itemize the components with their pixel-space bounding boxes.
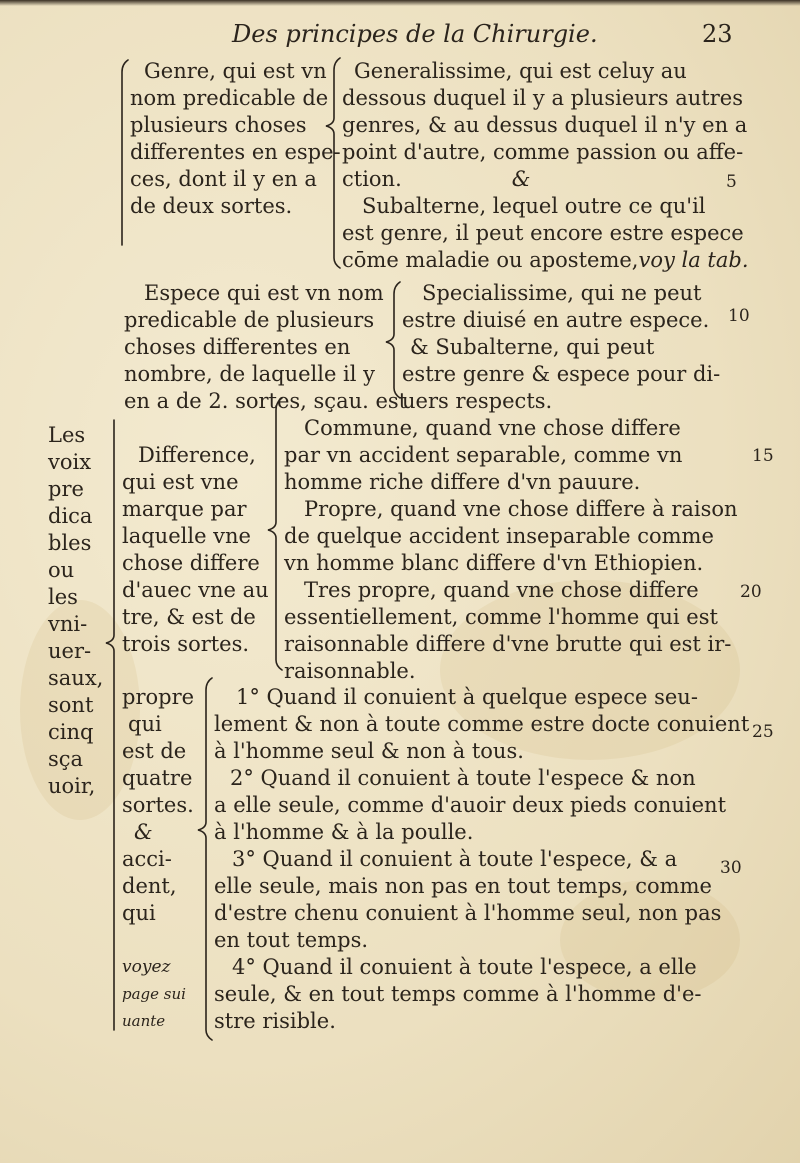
- text-line: Subalterne, lequel outre ce qu'il: [362, 194, 706, 218]
- bracket-genre: [122, 60, 128, 245]
- text-line: propre: [122, 685, 195, 709]
- side-label-line: uer-: [48, 639, 92, 663]
- side-label-line: dica: [48, 504, 93, 528]
- text-line: elle seule, mais non pas en tout temps, comme: [214, 874, 712, 898]
- text-line: point d'autre, comme passion ou affe-: [342, 140, 744, 164]
- text-line: tre, & est de: [122, 605, 256, 629]
- cross-reference: voyez: [122, 957, 171, 977]
- text-line: genres, & au dessus duquel il n'y en a: [342, 113, 748, 137]
- text-line: estre genre & espece pour di-: [402, 362, 721, 386]
- text-line: par vn accident separable, comme vn: [284, 443, 683, 467]
- text-line: nombre, de laquelle il y: [124, 362, 376, 386]
- et-sign: &: [511, 167, 531, 191]
- text-line: en a de 2. sortes, sçau. est: [124, 389, 408, 413]
- text-line: ces, dont il y en a: [130, 167, 317, 191]
- text-fragment: cōme maladie ou aposteme,: [342, 248, 639, 272]
- text-line: est genre, il peut encore estre espece: [342, 221, 744, 245]
- cross-reference: page sui: [122, 985, 186, 1003]
- text-fragment: ction.: [342, 167, 402, 191]
- text-line: 3° Quand il conuient à toute l'espece, & a: [232, 847, 678, 871]
- text-line: predicable de plusieurs: [124, 308, 375, 332]
- side-label-line: vni-: [48, 612, 88, 636]
- text-line: dent,: [122, 874, 177, 898]
- text-line: qui: [122, 901, 156, 925]
- cross-reference: voy la tab.: [638, 248, 749, 272]
- text-line: stre risible.: [214, 1009, 336, 1033]
- text-line: essentiellement, comme l'homme qui est: [284, 605, 718, 629]
- text-line: chose differe: [122, 551, 260, 575]
- line-number: 30: [720, 858, 742, 878]
- text-line: marque par: [122, 497, 247, 521]
- espece-definition: [124, 280, 407, 415]
- text-line: est de: [122, 739, 187, 763]
- side-label-line: saux,: [48, 666, 104, 690]
- side-label-line: ou: [48, 558, 75, 582]
- text-line: raisonnable.: [284, 659, 416, 683]
- side-label-line: sça: [48, 747, 84, 771]
- text-line: de deux sortes.: [130, 194, 293, 218]
- espece-kinds: [402, 280, 720, 415]
- text-line: raisonnable differe d'vne brutte qui est ir-: [284, 632, 732, 656]
- running-title: Des principes de la Chirurgie.: [232, 20, 598, 48]
- text-line: [342, 166, 747, 193]
- bracket-propre: [198, 678, 212, 1040]
- genre-subalterne: [342, 193, 749, 274]
- side-label-line: les: [48, 585, 78, 609]
- side-label-line: sont: [48, 693, 94, 717]
- text-line: nom predicable de: [130, 86, 329, 110]
- text-line: sortes.: [122, 793, 194, 817]
- difference-kinds: [284, 415, 738, 685]
- text-line: [342, 247, 749, 274]
- text-line: d'estre chenu conuient à l'homme seul, non pas: [214, 901, 722, 925]
- text-line: homme riche differe d'vn pauure.: [284, 470, 641, 494]
- text-line: Tres propre, quand vne chose differe: [304, 578, 699, 602]
- difference-definition: [122, 442, 269, 658]
- text-line: acci-: [122, 847, 172, 871]
- text-line: en tout temps.: [214, 928, 369, 952]
- text-line: à l'homme seul & non à tous.: [214, 739, 524, 763]
- side-label-line: bles: [48, 531, 92, 555]
- side-label-line: uoir,: [48, 774, 96, 798]
- text-line: Genre, qui est vn: [144, 59, 327, 83]
- bracket-difference: [268, 398, 282, 670]
- text-line: uers respects.: [402, 389, 553, 413]
- text-line: vn homme blanc differe d'vn Ethiopien.: [284, 551, 704, 575]
- page-number: 23: [702, 20, 733, 48]
- et-sign: &: [134, 820, 153, 844]
- side-label-line: Les: [48, 423, 86, 447]
- text-line: seule, & en tout temps comme à l'homme d'e-: [214, 982, 702, 1006]
- text-line: laquelle vne: [122, 524, 251, 548]
- text-line: 4° Quand il conuient à toute l'espece, a elle: [232, 955, 697, 979]
- text-line: differentes en espe-: [130, 140, 341, 164]
- genre-definition: [130, 58, 341, 220]
- text-line: & Subalterne, qui peut: [410, 335, 655, 359]
- line-number: 15: [752, 446, 774, 466]
- side-label-line: pre: [48, 477, 84, 501]
- text-line: 2° Quand il conuient à toute l'espece & non: [230, 766, 696, 790]
- text-line: quatre: [122, 766, 193, 790]
- side-label-line: voix: [48, 450, 92, 474]
- text-line: qui: [128, 712, 162, 736]
- text-line: qui est vne: [122, 470, 239, 494]
- text-line: Commune, quand vne chose differe: [304, 416, 681, 440]
- side-label-line: cinq: [48, 720, 94, 744]
- cross-reference: uante: [122, 1012, 166, 1030]
- line-number: 5: [726, 172, 737, 192]
- genre-generalissime: [342, 58, 747, 193]
- text-line: 1° Quand il conuient à quelque espece seu-: [236, 685, 698, 709]
- text-line: Generalissime, qui est celuy au: [354, 59, 687, 83]
- text-line: d'auec vne au: [122, 578, 269, 602]
- line-number: 25: [752, 722, 774, 742]
- text-line: Propre, quand vne chose differe à raison: [304, 497, 738, 521]
- side-label: [48, 422, 103, 800]
- text-line: trois sortes.: [122, 632, 250, 656]
- text-line: dessous duquel il y a plusieurs autres: [342, 86, 743, 110]
- text-line: choses differentes en: [124, 335, 351, 359]
- propre-definition: [122, 684, 194, 1035]
- text-line: Espece qui est vn nom: [144, 281, 384, 305]
- propre-items: [214, 684, 749, 1035]
- text-line: lement & non à toute comme estre docte conuient: [214, 712, 750, 736]
- text-line: Specialissime, qui ne peut: [422, 281, 702, 305]
- line-number: 20: [740, 582, 762, 602]
- text-line: à l'homme & à la poulle.: [214, 820, 474, 844]
- text-line: plusieurs choses: [130, 113, 307, 137]
- text-line: Difference,: [138, 443, 256, 467]
- line-number: 10: [728, 306, 750, 326]
- text-line: estre diuisé en autre espece.: [402, 308, 710, 332]
- bracket-main-left: [106, 420, 114, 1030]
- text-line: de quelque accident inseparable comme: [284, 524, 714, 548]
- text-line: a elle seule, comme d'auoir deux pieds conuient: [214, 793, 727, 817]
